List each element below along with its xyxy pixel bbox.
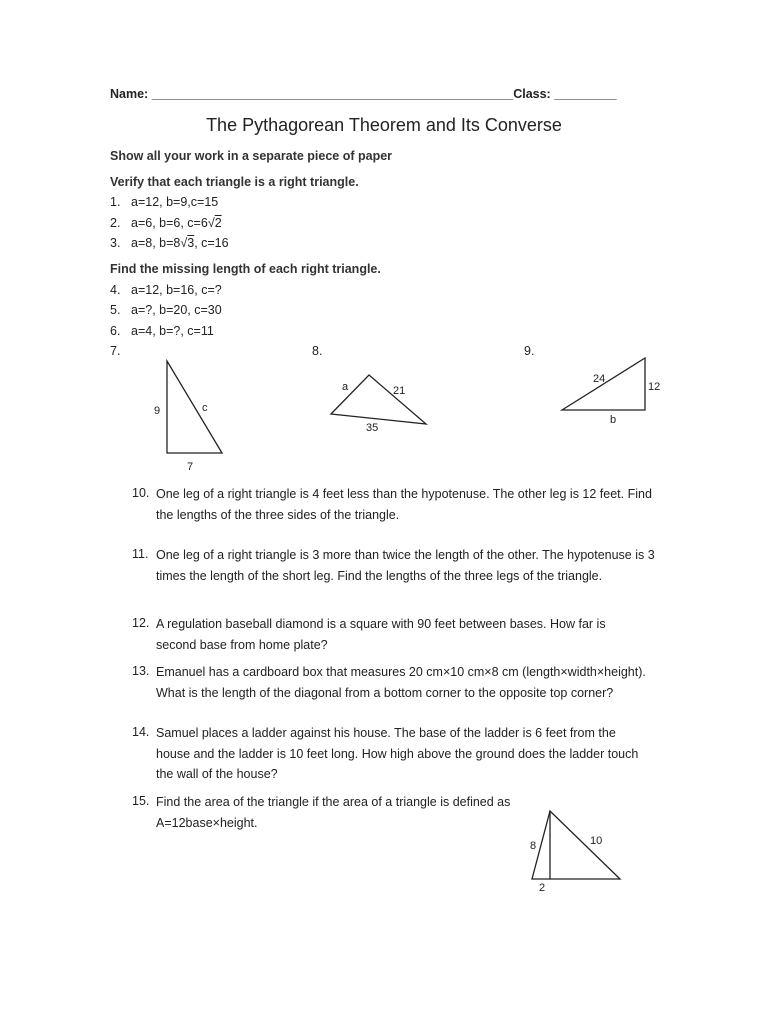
- label-side-35: 35: [366, 422, 379, 434]
- item-number: 6.: [110, 324, 121, 338]
- item-text: a=8, b=8: [131, 236, 181, 250]
- label-hypotenuse: c: [202, 402, 208, 414]
- problem-number: 14.: [132, 725, 150, 739]
- figure-7-number: 7.: [110, 344, 121, 358]
- problem-text: Samuel places a ladder against his house. The base of the ladder is 6 feet from the house and the ladder is 10 feet long. How high above the ground does the ladder touch the wall of the house?: [156, 726, 639, 781]
- problem-number: 15.: [132, 794, 150, 808]
- figure-9-triangle: [555, 350, 665, 430]
- item-number: 2.: [110, 216, 121, 230]
- class-blank: _________: [554, 87, 617, 101]
- label-height: 8: [530, 840, 537, 852]
- figure-15-triangle: [525, 805, 630, 895]
- problem-number: 12.: [132, 616, 150, 630]
- figure-8-number: 8.: [312, 344, 323, 358]
- label-hypotenuse: 24: [593, 373, 606, 385]
- section2-heading: Find the missing length of each right triangle.: [110, 262, 381, 276]
- item-text: a=12, b=16, c=?: [131, 283, 222, 297]
- label-leg-right: 12: [648, 381, 661, 393]
- list-item: [110, 236, 229, 250]
- name-field: [110, 87, 617, 101]
- item-text: a=6, b=6, c=6: [131, 216, 208, 230]
- item-number: 1.: [110, 195, 121, 209]
- radicand: 2: [214, 216, 222, 230]
- item-text-after: , c=16: [194, 236, 229, 250]
- problem-text: One leg of a right triangle is 4 feet less than the hypotenuse. The other leg is 12 feet. Find the lengths of the three sides of the triangle.: [156, 487, 652, 522]
- triangle-shape: [167, 361, 222, 453]
- list-item: [110, 283, 222, 297]
- figure-8-triangle: [325, 368, 435, 436]
- radical-symbol: √: [180, 236, 188, 250]
- name-label: Name:: [110, 87, 152, 101]
- problem-number: 13.: [132, 664, 150, 678]
- page-title: The Pythagorean Theorem and Its Converse: [206, 115, 562, 135]
- radicand: 3: [187, 236, 195, 250]
- triangle-shape: [532, 811, 620, 879]
- list-item: [110, 216, 222, 230]
- label-side: 10: [590, 835, 603, 847]
- figure-9-number: 9.: [524, 344, 535, 358]
- item-number: 3.: [110, 236, 121, 250]
- item-text: a=?, b=20, c=30: [131, 303, 222, 317]
- item-number: 4.: [110, 283, 121, 297]
- problem-number: 11.: [132, 547, 149, 561]
- section1-heading: Verify that each triangle is a right triangle.: [110, 175, 359, 189]
- problem-number: 10.: [132, 486, 150, 500]
- label-side-21: 21: [393, 385, 406, 397]
- label-bottom: 2: [539, 882, 546, 894]
- class-label: Class:: [513, 87, 555, 101]
- label-side-a: a: [342, 381, 349, 393]
- list-item: [110, 324, 214, 338]
- problem-text: Find the area of the triangle if the area of a triangle is defined as A=12base×height.: [156, 795, 511, 830]
- instruction: Show all your work in a separate piece of paper: [110, 149, 393, 163]
- list-item: [110, 303, 222, 317]
- list-item: [110, 195, 218, 209]
- figure-7-triangle: [145, 355, 235, 475]
- radical-symbol: √: [207, 216, 215, 230]
- item-number: 5.: [110, 303, 121, 317]
- problem-text: Emanuel has a cardboard box that measures 20 cm×10 cm×8 cm (length×width×height). What is the length of the diagonal from a bottom corner to the opposite top corner?: [156, 665, 646, 700]
- label-leg-bottom: 7: [187, 461, 194, 473]
- name-blank: ____________________________________________________: [151, 87, 514, 101]
- problem-text: One leg of a right triangle is 3 more than twice the length of the other. The hypotenuse is 3 times the length of the short leg. Find the lengths of the three legs of the triangle.: [156, 548, 655, 583]
- item-text: a=12, b=9,c=15: [131, 195, 219, 209]
- problem-text: A regulation baseball diamond is a square with 90 feet between bases. How far is second base from home plate?: [156, 617, 606, 652]
- label-leg-bottom: b: [610, 414, 617, 426]
- label-leg-left: 9: [154, 405, 161, 417]
- item-text: a=4, b=?, c=11: [131, 324, 214, 338]
